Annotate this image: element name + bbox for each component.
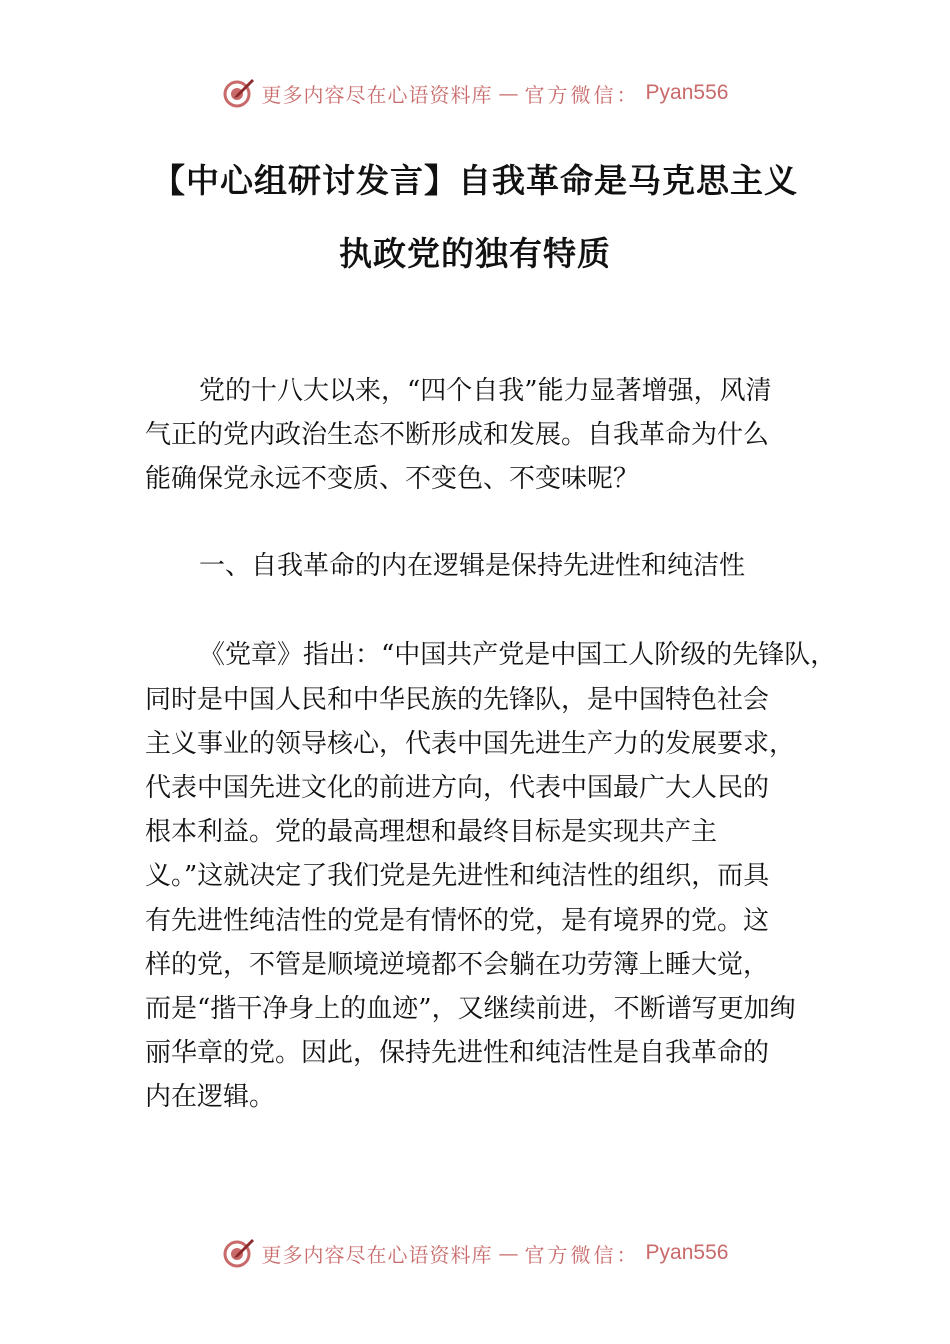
watermark-wechat-id: Pyan556 [645,1241,729,1264]
paragraph-2-line: 义。”这就决定了我们党是先进性和纯洁性的组织，而具 [145,861,770,891]
paragraph-2-line: 同时是中国人民和中华民族的先锋队，是中国特色社会 [145,685,770,715]
watermark-label: 官方微信： [524,82,640,107]
watermark-text: 更多内容尽在心语资料库 [261,1242,493,1267]
watermark-label: 官方微信： [524,1242,640,1267]
paragraph-2-line: 根本利益。党的最高理想和最终目标是实现共产主 [145,817,718,847]
paragraph-2-line: 《党章》指出：“中国共产党是中国工人阶级的先锋队， [199,640,837,670]
document-title-line-2: 执政党的独有特质 [339,234,611,273]
paragraph-1-line: 党的十八大以来，“四个自我”能力显著增强，风清 [199,376,772,406]
paragraph-2-line: 主义事业的领导核心，代表中国先进生产力的发展要求， [145,729,796,759]
document-title-line-1: 【中心组研讨发言】自我革命是马克思主义 [152,161,798,200]
paragraph-2-line: 而是“揩干净身上的血迹”，又继续前进，不断谱写更加绚 [145,994,796,1024]
section-heading-1: 一、自我革命的内在逻辑是保持先进性和纯洁性 [199,551,746,581]
watermark-dash: — [498,1241,519,1265]
pen-logo-icon [222,76,256,110]
watermark-wechat-id: Pyan556 [645,81,729,104]
paragraph-2-line: 丽华章的党。因此，保持先进性和纯洁性是自我革命的 [145,1038,770,1068]
footer-watermark [0,1233,950,1273]
paragraph-2-line: 内在逻辑。 [145,1082,276,1112]
paragraph-2-line: 代表中国先进文化的前进方向，代表中国最广大人民的 [145,773,770,803]
paragraph-2-line: 有先进性纯洁性的党是有情怀的党，是有境界的党。这 [145,906,770,936]
paragraph-2-line: 样的党，不管是顺境逆境都不会躺在功劳簿上睡大觉， [145,950,770,980]
paragraph-1-line: 气正的党内政治生态不断形成和发展。自我革命为什么 [145,420,770,450]
pen-logo-icon [222,1236,256,1270]
watermark-dash: — [498,81,519,105]
paragraph-1-line: 能确保党永远不变质、不变色、不变味呢？ [145,464,640,494]
header-watermark [0,73,950,113]
watermark-text: 更多内容尽在心语资料库 [261,82,493,107]
